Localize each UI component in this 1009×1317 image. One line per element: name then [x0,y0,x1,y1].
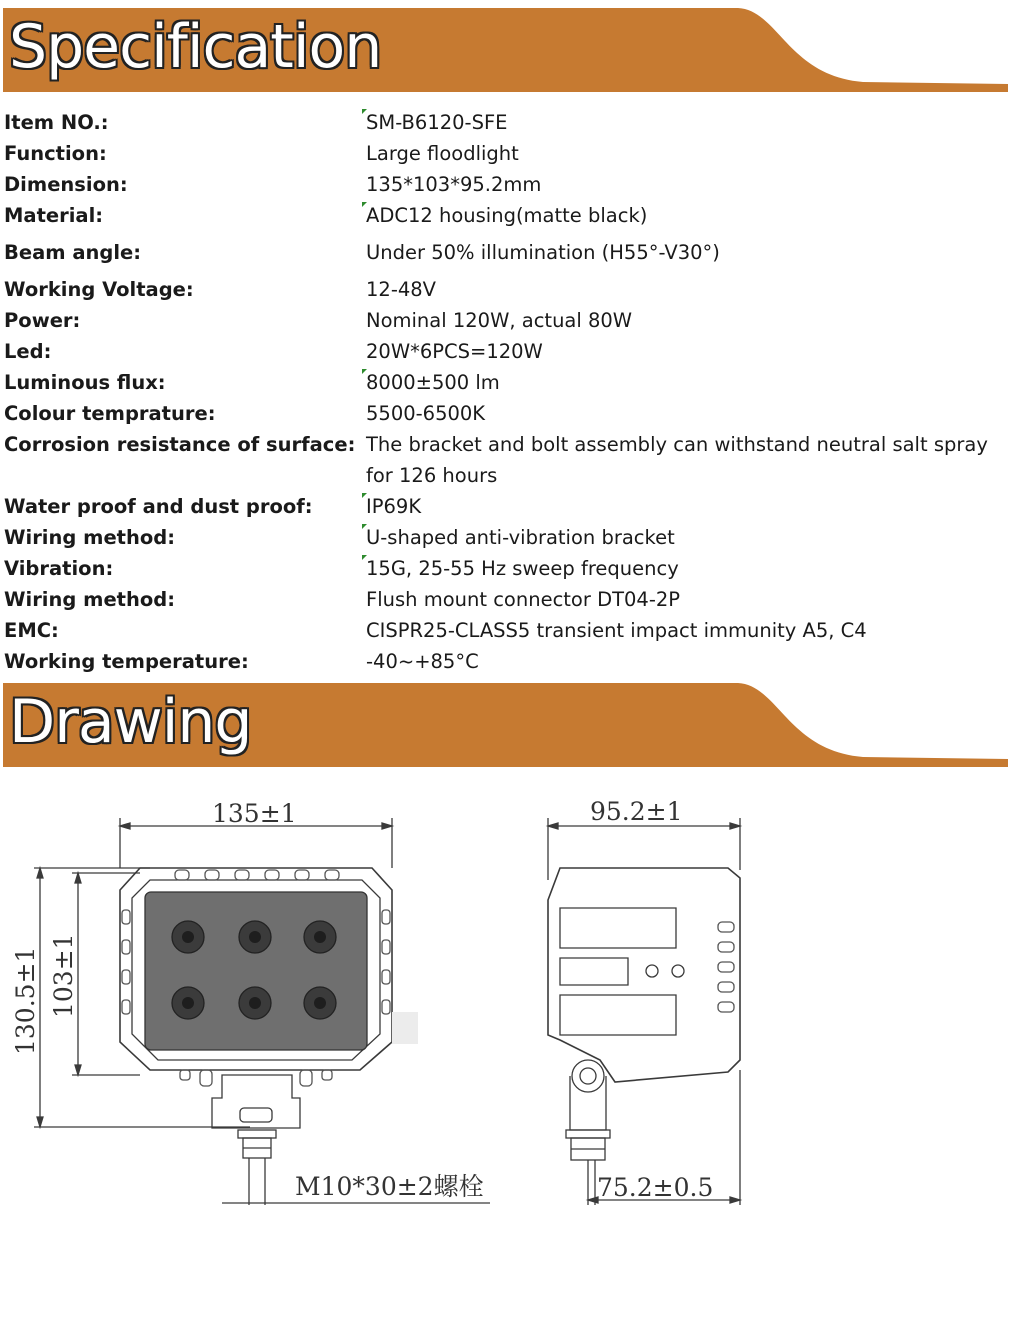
cell-comment-marker [362,109,367,114]
spec-value: 5500-6500K [366,402,486,425]
technical-drawing [0,790,1009,1220]
spec-value: 15G, 25-55 Hz sweep frequency [366,557,679,580]
spec-label: Item NO.: [4,111,109,134]
spec-row [4,336,1004,367]
spec-row [4,107,1004,138]
cell-comment-marker [362,369,367,374]
front-width-label: 135±1 [212,799,297,828]
spec-label: Vibration: [4,557,114,580]
spec-row [4,491,1004,522]
spec-label: Function: [4,142,107,165]
spec-value: CISPR25-CLASS5 transient impact immunity A5, C4 [366,619,867,642]
spec-value: 135*103*95.2mm [366,173,542,196]
side-view [548,818,740,1205]
bolt-label: M10*30±2螺栓 [295,1172,484,1201]
spec-value: 12-48V [366,278,437,301]
spec-value: 8000±500 lm [366,371,500,394]
spec-label: Led: [4,340,52,363]
spec-value: SM-B6120-SFE [366,111,508,134]
spec-row [4,398,1004,429]
spec-value: Under 50% illumination (H55°-V30°) [366,241,720,264]
cell-comment-marker [362,493,367,498]
spec-value: Flush mount connector DT04-2P [366,588,681,611]
spec-value: -40~+85°C [366,650,479,673]
spec-row [4,429,1004,491]
front-height-outer-label: 130.5±1 [11,946,40,1055]
cell-comment-marker [362,555,367,560]
spec-row [4,615,1004,646]
spec-label: Working temperature: [4,650,249,673]
spec-value: ADC12 housing(matte black) [366,204,648,227]
spec-row [4,522,1004,553]
spec-row [4,367,1004,398]
spec-row [4,237,1004,268]
spec-label: Beam angle: [4,241,142,264]
spec-value: Nominal 120W, actual 80W [366,309,633,332]
spec-label: Material: [4,204,104,227]
side-depth-label: 95.2±1 [590,797,683,826]
spec-label: EMC: [4,619,59,642]
spec-label: Wiring method: [4,588,176,611]
spec-value: Large floodlight [366,142,519,165]
drawing-title: Drawing [9,687,252,757]
spec-row [4,553,1004,584]
spec-label: Corrosion resistance of surface: [4,433,356,456]
spec-label: Luminous flux: [4,371,166,394]
spec-label: Working Voltage: [4,278,194,301]
spec-row [4,138,1004,169]
spec-row [4,200,1004,231]
drawing-banner [3,683,1008,767]
spec-row [4,305,1004,336]
spec-label: Dimension: [4,173,128,196]
spec-row [4,274,1004,305]
spec-label: Wiring method: [4,526,176,549]
spec-value: The bracket and bolt assembly can withstand neutral salt spray for 126 hours [366,433,988,487]
spec-label: Colour temprature: [4,402,216,425]
specification-title: Specification [9,12,382,82]
spec-value: U-shaped anti-vibration bracket [366,526,675,549]
spec-row [4,584,1004,615]
cell-comment-marker [362,202,367,207]
spec-label: Power: [4,309,81,332]
front-height-inner-label: 103±1 [49,933,78,1018]
spec-label: Water proof and dust proof: [4,495,313,518]
front-view [34,818,490,1205]
spec-value: IP69K [366,495,422,518]
side-base-label: 75.2±0.5 [597,1173,714,1202]
cell-comment-marker [362,524,367,529]
spec-row [4,646,1004,677]
spec-row [4,169,1004,200]
specification-banner [3,8,1008,92]
spec-value: 20W*6PCS=120W [366,340,543,363]
